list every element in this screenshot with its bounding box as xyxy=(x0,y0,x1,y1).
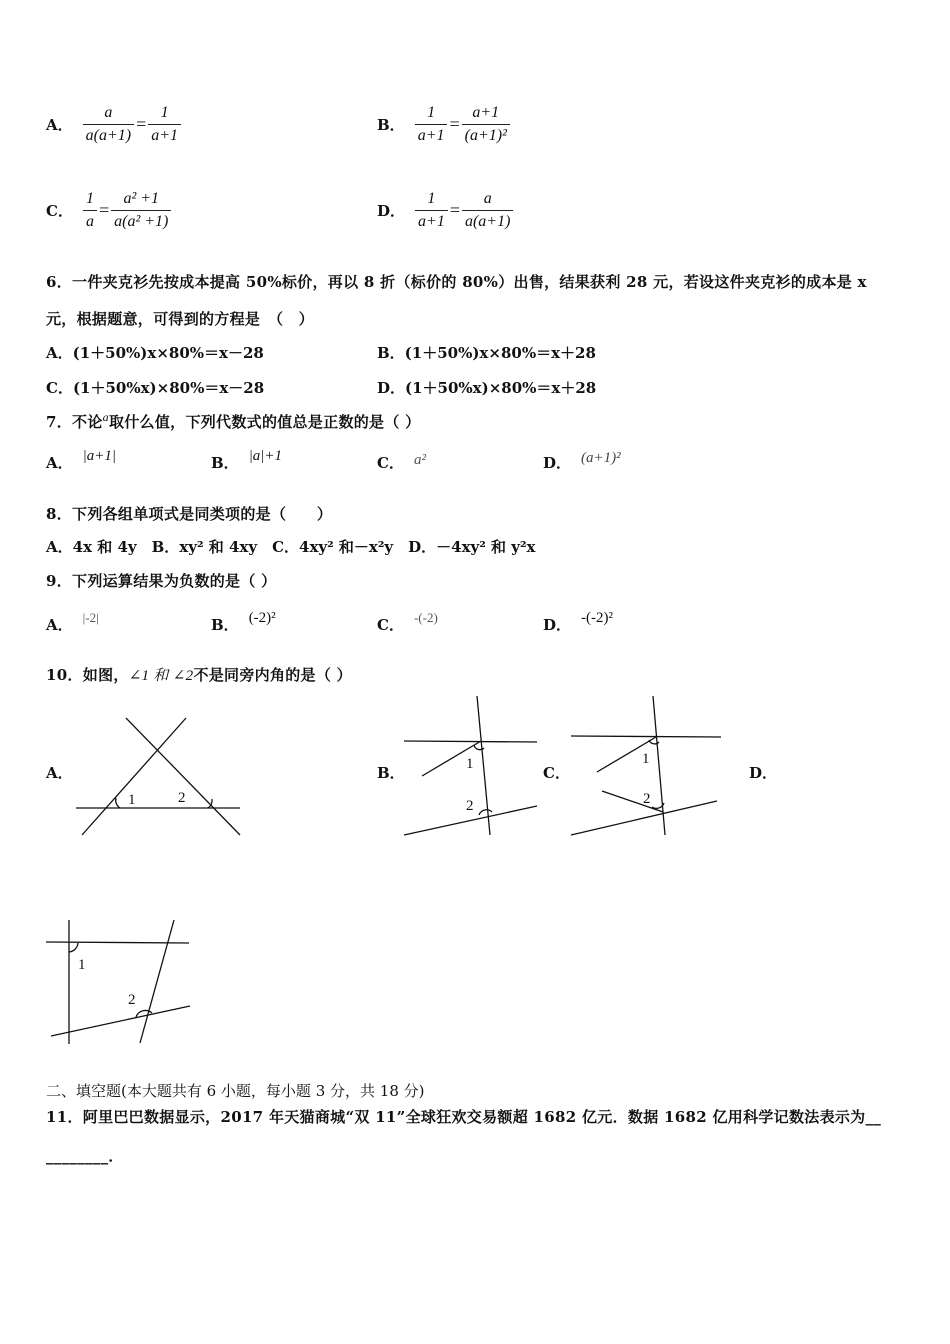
q6-option-b: B．(1＋50%)x×80%＝x＋28 xyxy=(377,344,596,362)
angle-label-1: 1 xyxy=(466,756,474,772)
equals-sign: = xyxy=(98,200,110,220)
q8-stem: 8．下列各组单项式是同类项的是（ ） xyxy=(46,505,333,523)
q9-option-d: D． -(-2)² xyxy=(543,610,613,634)
top-line xyxy=(404,741,537,742)
q7-option-d: D． (a+1)² xyxy=(543,450,621,472)
equals-sign: = xyxy=(449,200,460,220)
q5-option-a xyxy=(46,102,181,147)
q9-stem: 9．下列运算结果为负数的是（ ） xyxy=(46,572,277,590)
section-heading: 二、填空题(本大题共有 6 小题，每小题 3 分，共 18 分) xyxy=(46,1082,425,1100)
left-line xyxy=(82,718,186,835)
angle-arc-1 xyxy=(69,943,78,952)
q7-option-a: A． |a+1| xyxy=(46,448,117,472)
q5-option-b xyxy=(377,102,510,147)
figure-a xyxy=(70,712,250,842)
q10-option-a-label: A． xyxy=(46,764,73,782)
fraction-right: $\frac{a+1}{\text{(a+1)²}}$ xyxy=(462,102,510,147)
angle-label-2: 2 xyxy=(128,992,136,1008)
angle-arc-1 xyxy=(474,745,484,750)
q7-option-b: B． |a|+1 xyxy=(211,448,283,472)
q11-line2: ________． xyxy=(46,1147,124,1165)
q9-option-b: B． (-2)² xyxy=(211,610,276,634)
option-label: A． xyxy=(46,116,73,134)
figure-c xyxy=(567,690,727,840)
fraction-left: $\frac{a}{a(a+1)}$ xyxy=(83,102,134,147)
equals-sign: = xyxy=(136,114,147,134)
q10-stem: 10．如图，∠1 和 ∠2不是同旁内角的是（ ） xyxy=(46,666,352,684)
fraction-left: $\frac{1}{a}$ xyxy=(83,188,97,233)
q10-option-d-label: D． xyxy=(749,764,778,782)
bottom-line xyxy=(51,1006,190,1036)
q7-stem: 7．不论$^a$取什么值，下列代数式的值总是正数的是（ ） xyxy=(46,410,421,431)
top-line xyxy=(571,736,721,737)
q10-option-c-label: C． xyxy=(543,764,570,782)
option-label: B． xyxy=(377,116,405,134)
equals-sign: = xyxy=(449,114,460,134)
angle-label-2: 2 xyxy=(466,798,474,814)
q5-option-c xyxy=(46,188,171,233)
q7-option-c: C． a² xyxy=(377,452,426,472)
right-line xyxy=(126,718,240,835)
angle-label-2: 2 xyxy=(643,791,651,807)
fraction-left: $\frac{1}{a+1}$ xyxy=(415,188,448,233)
q9-option-c: C． $^{-(-2)}$ xyxy=(377,610,438,634)
angle-arc-2 xyxy=(479,810,492,815)
oblique-segment-bottom xyxy=(602,791,663,812)
option-label: C． xyxy=(46,202,73,220)
q10-option-b-label: B． xyxy=(377,764,405,782)
angle-label-1: 1 xyxy=(128,792,136,808)
variable-a: a xyxy=(102,410,109,424)
q8-options: A．4x 和 4y B．xy² 和 4xy C．4xy² 和－x²y D．－4xy² 和 y²x xyxy=(46,538,536,556)
angle-arc-1 xyxy=(116,798,120,808)
fraction-right: $\frac{\text{a² +1}}{\text{a(a² +1)}}$ xyxy=(111,188,171,233)
q6-stem-line1: 6．一件夹克衫先按成本提高 50%标价，再以 8 折（标价的 80%）出售，结果获利 28 元，若设这件夹克衫的成本是 x xyxy=(46,273,867,291)
q6-option-c: C．(1＋50%x)×80%＝x－28 xyxy=(46,379,265,397)
option-label: D． xyxy=(377,202,406,220)
angle-label-2: 2 xyxy=(178,790,186,806)
q5-option-d xyxy=(377,188,513,233)
q6-option-a: A．(1＋50%)x×80%＝x－28 xyxy=(46,344,264,362)
fraction-right: $\frac{a}{a(a+1)}$ xyxy=(462,188,513,233)
q6-stem-line2: 元，根据题意，可得到的方程是 （ ） xyxy=(46,310,314,328)
fraction-right: $\frac{1}{a+1}$ xyxy=(148,102,181,147)
q11-line1: 11．阿里巴巴数据显示，2017 年天猫商城“双 11”全球狂欢交易额超 1682 亿元．数据 1682 亿用科学记数法表示为__ xyxy=(46,1108,882,1126)
fraction-left: $\frac{1}{a+1}$ xyxy=(415,102,448,147)
q6-option-d: D．(1＋50%x)×80%＝x＋28 xyxy=(377,379,597,397)
q9-option-a: A． $^{|-2|}$ xyxy=(46,610,99,634)
angle-label-1: 1 xyxy=(78,957,86,973)
figure-d xyxy=(40,914,195,1049)
angle-label-1: 1 xyxy=(642,751,650,767)
slanted-line xyxy=(140,920,174,1043)
figure-b xyxy=(400,690,545,840)
